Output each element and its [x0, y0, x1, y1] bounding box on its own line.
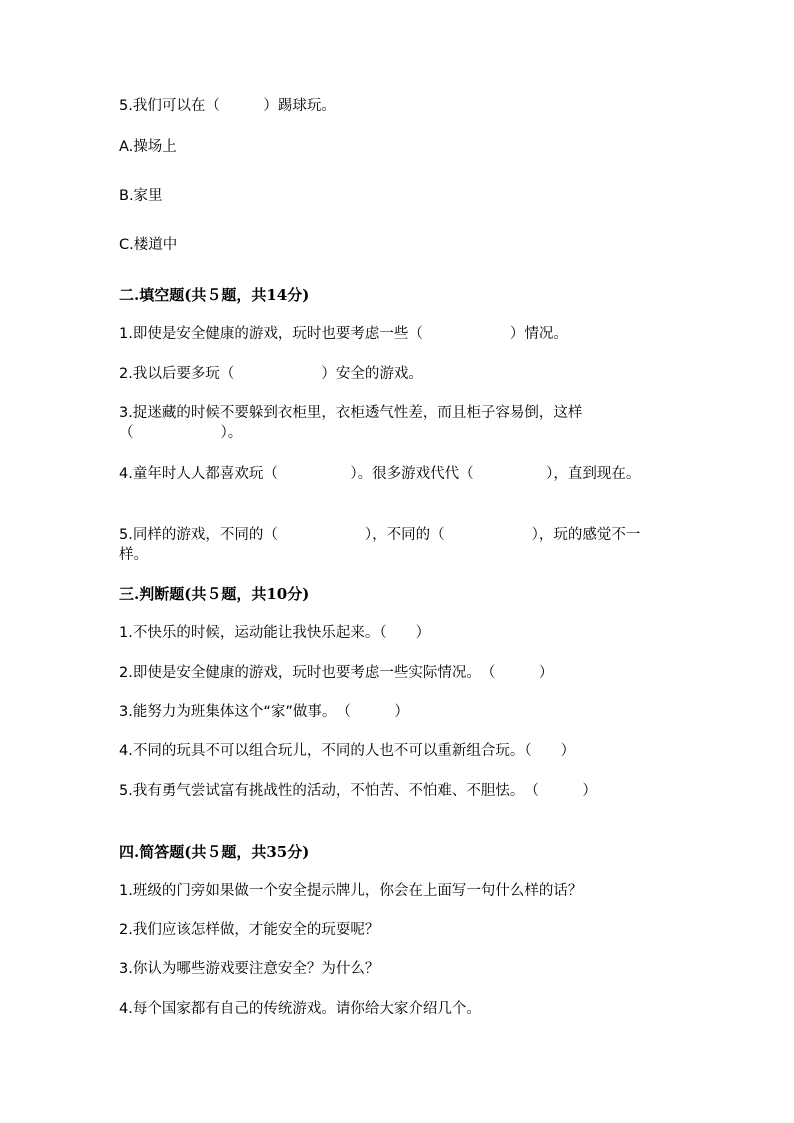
judge-question-4: 4.不同的玩具不可以组合玩儿，不同的人也不可以重新组合玩。（ ）	[119, 743, 576, 759]
choice-option-c: C.楼道中	[119, 237, 178, 253]
fill-question-5: 5.同样的游戏，不同的（ ），不同的（ ），玩的感觉不一样。	[119, 527, 641, 563]
fill-question-3: 3.捉迷藏的时候不要躲到衣柜里，衣柜透气性差，而且柜子容易倒，这样（ ）。	[119, 405, 583, 441]
short-question-1: 1.班级的门旁如果做一个安全提示牌儿，你会在上面写一句什么样的话？	[119, 883, 583, 899]
short-question-2: 2.我们应该怎样做，才能安全的玩耍呢？	[119, 922, 380, 938]
judge-question-3: 3.能努力为班集体这个“家”做事。 （ ）	[119, 704, 409, 720]
judge-question-1: 1.不快乐的时候，运动能让我快乐起来。（ ）	[119, 625, 431, 641]
fill-question-4: 4.童年时人人都喜欢玩（ ）。很多游戏代代（ ），直到现在。	[119, 466, 641, 482]
short-question-4: 4.每个国家都有自己的传统游戏。请你给大家介绍几个。	[119, 1001, 481, 1017]
judge-question-5: 5.我有勇气尝试富有挑战性的活动，不怕苦、不怕难、不胆怯。 （ ）	[119, 783, 597, 799]
fill-question-2: 2.我以后要多玩（ ）安全的游戏。	[119, 366, 423, 382]
choice-option-b: B.家里	[119, 188, 163, 204]
choice-question-5-stem: 5.我们可以在（ ）踢球玩。	[119, 98, 336, 114]
short-question-3: 3.你认为哪些游戏要注意安全？为什么？	[119, 961, 380, 977]
judge-question-2: 2.即使是安全健康的游戏，玩时也要考虑一些实际情况。 （ ）	[119, 665, 554, 681]
section-heading-short-answer: 四.简答题(共５题，共35分)	[119, 843, 310, 861]
section-heading-true-false: 三.判断题(共５题，共10分)	[119, 585, 310, 603]
section-heading-fill-in-blank: 二.填空题(共５题，共14分)	[119, 286, 310, 304]
choice-option-a: A.操场上	[119, 139, 177, 155]
fill-question-1: 1.即使是安全健康的游戏，玩时也要考虑一些（ ）情况。	[119, 326, 568, 342]
